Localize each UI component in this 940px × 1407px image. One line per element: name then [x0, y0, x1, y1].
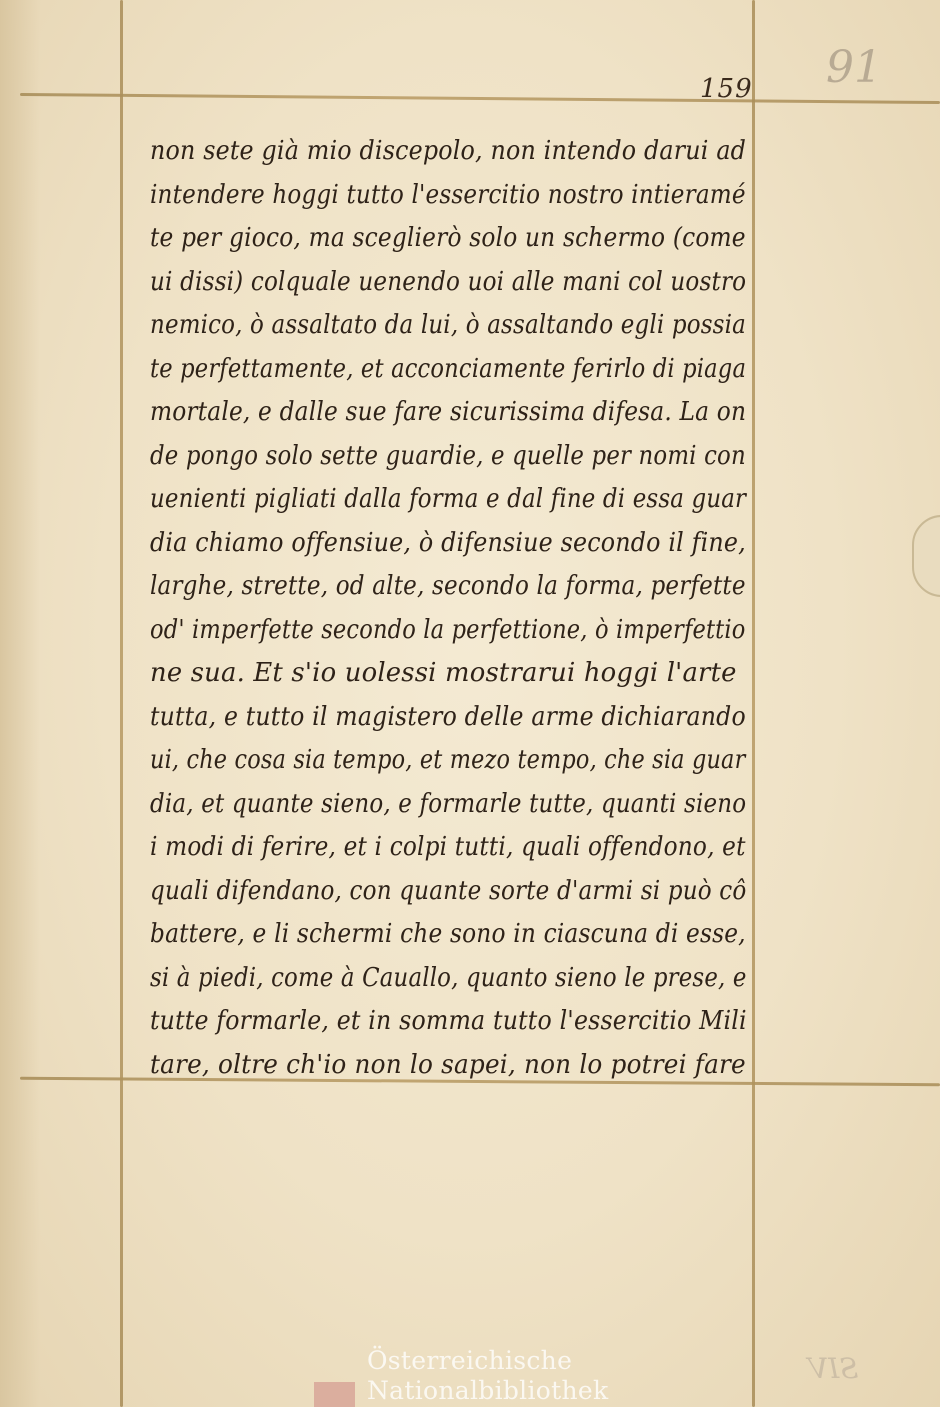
text-line: i modi di ferire, et i colpi tutti, quali offendono, et — [150, 832, 746, 862]
watermark-line-1: Österreichische — [367, 1346, 573, 1375]
text-line: dia, et quante sieno, e formarle tutte, quanti sieno — [150, 788, 747, 819]
text-block — [150, 130, 750, 1087]
bleed-through-mark: SIV — [808, 1352, 859, 1385]
text-line: non sete già mio discepolo, non intendo darui ad — [150, 136, 747, 166]
text-line: dia chiamo offensiue, ò difensiue secondo il fine, — [150, 527, 746, 558]
top-rule — [20, 93, 940, 104]
text-line: uenienti pigliati dalla forma e dal fine di essa guar — [150, 484, 747, 514]
right-rule — [752, 0, 755, 1407]
text-line: si à piedi, come à Cauallo, quanto sieno le prese, e — [150, 962, 747, 993]
left-rule — [120, 0, 123, 1407]
text-line: intendere hoggi tutto l'essercitio nostro intieramé — [150, 179, 746, 210]
text-line: tutta, e tutto il magistero delle arme dichiarando — [150, 701, 746, 732]
text-line: tutte formarle, et in somma tutto l'essercitio Mili — [150, 1006, 747, 1036]
text-line: te perfettamente, et acconciamente ferirlo di piaga — [150, 353, 747, 384]
library-watermark — [312, 1346, 652, 1407]
text-line: de pongo solo sette guardie, e quelle per nomi con — [150, 440, 746, 471]
text-line: larghe, strette, od alte, secondo la forma, perfette — [150, 571, 746, 601]
page-tab-edge — [912, 515, 940, 597]
text-line: battere, e li schermi che sono in ciascuna di esse, — [150, 919, 746, 949]
watermark-square — [314, 1382, 355, 1407]
folio-number: 159 — [700, 74, 753, 104]
text-line: tare, oltre ch'io non lo sapei, non lo potrei fare — [150, 1049, 746, 1080]
binding-gutter — [0, 0, 40, 1407]
text-line: ui dissi) colquale uenendo uoi alle mani col uostro — [150, 266, 747, 297]
text-line: od' imperfette secondo la perfettione, ò imperfettio — [150, 614, 746, 645]
text-line: te per gioco, ma sceglierò solo un schermo (come — [150, 223, 746, 253]
text-line: quali difendano, con quante sorte d'armi si può cô — [150, 875, 747, 906]
text-line: mortale, e dalle sue fare sicurissima difesa. La on — [150, 397, 747, 427]
text-line: ui, che cosa sia tempo, et mezo tempo, che sia guar — [150, 745, 746, 775]
watermark-line-2: Nationalbibliothek — [367, 1376, 609, 1405]
text-line: nemico, ò assaltato da lui, ò assaltando egli possia — [150, 310, 746, 340]
pencil-folio-number: 91 — [826, 42, 882, 93]
text-line: ne sua. Et s'io uolessi mostrarui hoggi l'arte — [150, 658, 737, 688]
